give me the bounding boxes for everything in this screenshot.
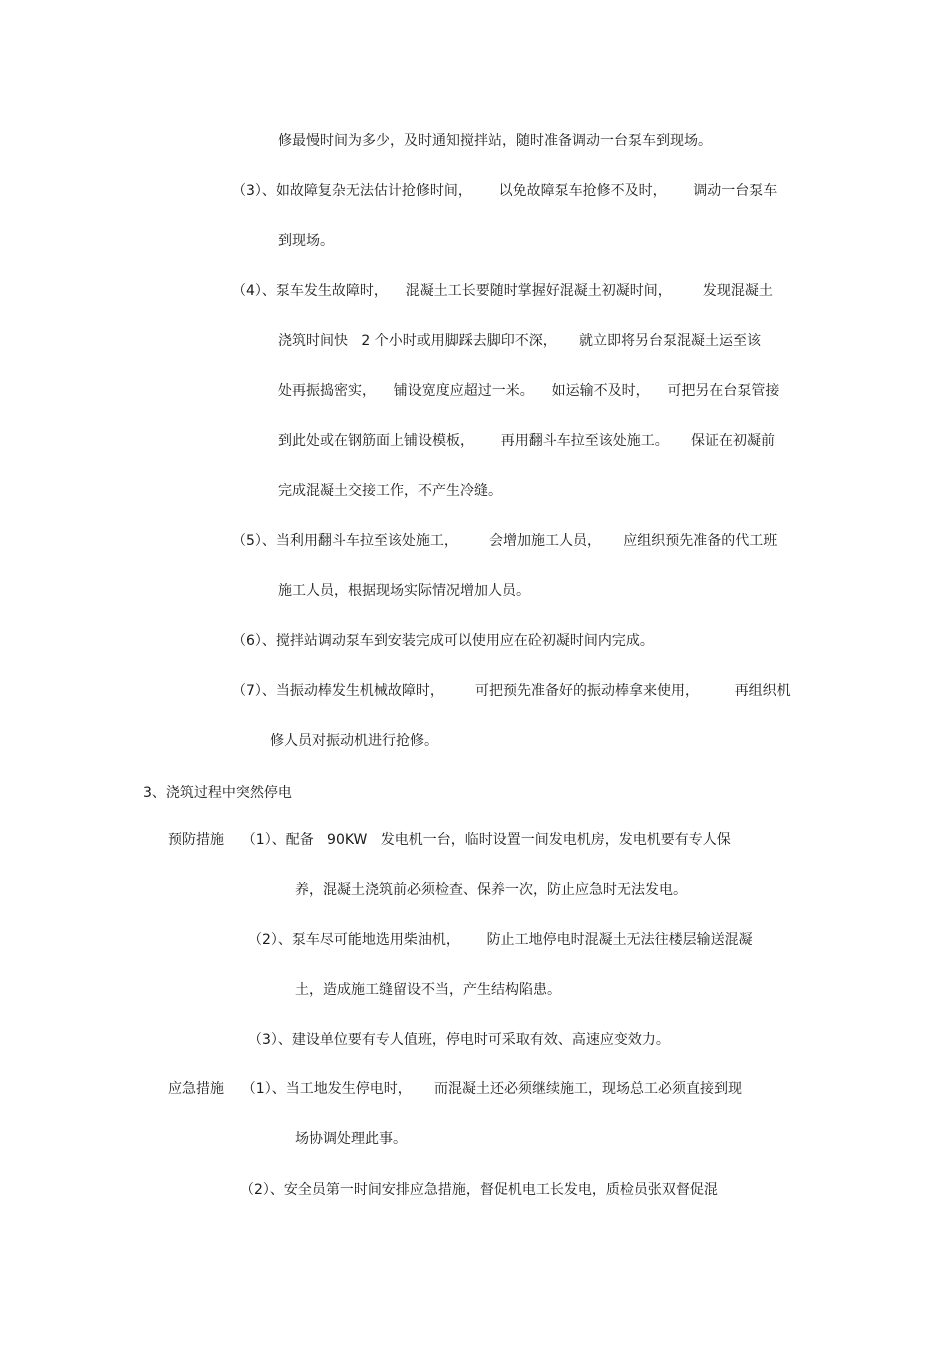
list-item-5: （5）、当利用翻斗车拉至该处施工， 会增加施工人员， 应组织预先准备的代工班	[232, 533, 778, 549]
paragraph-line: 土，造成施工缝留设不当，产生结构陷患。	[295, 982, 561, 998]
list-item-4: （4）、泵车发生故障时， 混凝土工长要随时掌握好混凝土初凝时间， 发现混凝土	[232, 283, 773, 299]
paragraph-line: 到现场。	[278, 233, 334, 249]
paragraph-line: 到此处或在钢筋面上铺设模板， 再用翻斗车拉至该处施工。 保证在初凝前	[278, 433, 775, 449]
paragraph-line: 施工人员，根据现场实际情况增加人员。	[278, 583, 530, 599]
paragraph-line: 场协调处理此事。	[295, 1131, 407, 1147]
paragraph-line: 修最慢时间为多少，及时通知搅拌站，随时准备调动一台泵车到现场。	[278, 133, 712, 149]
emergency-measures-line: 应急措施 （1）、当工地发生停电时， 而混凝土还必须继续施工，现场总工必须直接到现	[168, 1081, 742, 1097]
prevention-measures-line: 预防措施 （1）、配备 90KW 发电机一台，临时设置一间发电机房，发电机要有专人保	[168, 832, 731, 848]
emergency-item-2: （2）、安全员第一时间安排应急措施，督促机电工长发电，质检员张双督促混	[240, 1182, 718, 1198]
prevention-item-2: （2）、泵车尽可能地选用柴油机， 防止工地停电时混凝土无法往楼层输送混凝	[248, 932, 753, 948]
list-item-6: （6）、搅拌站调动泵车到安装完成可以使用应在砼初凝时间内完成。	[232, 633, 654, 649]
paragraph-line: 浇筑时间快 2 个小时或用脚踩去脚印不深， 就立即将另台泵混凝土运至该	[278, 333, 761, 349]
paragraph-line: 处再振捣密实， 铺设宽度应超过一米。 如运输不及时， 可把另在台泵管接	[278, 383, 780, 399]
prevention-item-3: （3）、建设单位要有专人值班，停电时可采取有效、高速应变效力。	[248, 1032, 670, 1048]
paragraph-line: 养，混凝土浇筑前必须检查、保养一次，防止应急时无法发电。	[295, 882, 687, 898]
paragraph-line: 修人员对振动机进行抢修。	[270, 733, 438, 749]
list-item-7: （7）、当振动棒发生机械故障时， 可把预先准备好的振动棒拿来使用， 再组织机	[232, 683, 791, 699]
section-heading: 3、浇筑过程中突然停电	[143, 785, 292, 801]
list-item-3: （3）、如故障复杂无法估计抢修时间， 以免故障泵车抢修不及时， 调动一台泵车	[232, 183, 778, 199]
paragraph-line: 完成混凝土交接工作，不产生冷缝。	[278, 483, 502, 499]
